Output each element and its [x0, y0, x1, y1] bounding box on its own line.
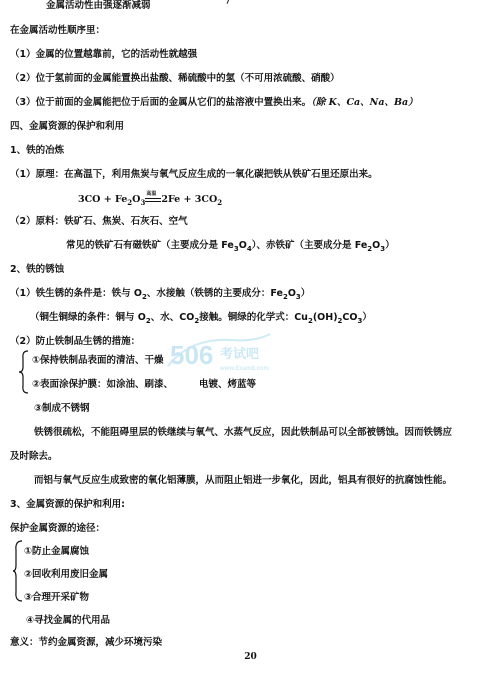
protection-way-2: ②回收利用废旧金属	[24, 569, 109, 580]
left-brace-icon	[12, 540, 24, 602]
text-part: ）	[385, 240, 395, 251]
reaction-arrow	[145, 191, 161, 202]
protection-way-3: ③合理开采矿物	[24, 592, 90, 603]
activity-order-intro: 在金属活动性顺序里：	[10, 25, 106, 36]
smelting-materials: （2）原料：铁矿石、焦炭、石灰石、空气	[10, 216, 188, 227]
rule-3-exception: （除 K、Ca、Na、Ba）	[311, 97, 418, 108]
rule-3-text: （3）位于前面的金属能把位于后面的金属从它们的盐溶液中置换出来。	[10, 97, 312, 108]
subscript: 2	[307, 316, 313, 325]
subscript: 3	[233, 244, 239, 253]
subscript: 3	[295, 292, 301, 301]
text-part: ②表面涂保护膜：如涂油、刷漆、	[32, 379, 174, 390]
svg-text:www.Exam8.com: www.Exam8.com	[220, 366, 269, 372]
significance: 意义：节约金属资源，减少环境污染	[10, 637, 163, 648]
arrow-tail	[227, 0, 231, 4]
rule-2: （2）位于氢前面的金属能置换出盐酸、稀硫酸中的氢（不可用浓硫酸、硝酸）	[10, 73, 340, 84]
text-part: O	[372, 240, 381, 251]
text-part: （1）铁生锈的条件是：铁与 O	[10, 288, 142, 299]
subscript: 2	[194, 316, 200, 325]
subsection-resource-protection: 3、金属资源的保护和利用:	[10, 499, 125, 510]
rust-conditions	[10, 287, 310, 304]
smelting-principle: （1）原理：在高温下，利用焦炭与氧气反应生成的一氧化碳把铁从铁矿石里还原出来。	[10, 169, 378, 180]
rust-explanation: 铁锈很疏松，不能阻碍里层的铁继续与氧气、水蒸气反应，因此铁制品可以全部被锈蚀。因而铁锈应	[34, 427, 453, 438]
protection-way-1: ①防止金属腐蚀	[24, 546, 90, 557]
copper-patina-conditions	[30, 311, 372, 328]
equation-part: O	[132, 194, 141, 205]
protection-way-4: ④寻找金属的代用品	[26, 615, 111, 626]
rust-explanation-cont: 及时除去。	[10, 451, 58, 462]
left-brace-icon	[18, 350, 30, 394]
text-part: O	[238, 240, 247, 251]
subscript: 2	[367, 244, 373, 253]
subscript: 2	[142, 292, 147, 301]
equation-part: 2Fe + 3CO	[161, 194, 218, 205]
rule-3	[10, 96, 418, 110]
equation-part: 3CO + Fe	[78, 194, 128, 205]
exam8-watermark-logo	[160, 328, 280, 378]
subscript: 4	[246, 244, 252, 253]
text-part: ）	[300, 288, 311, 299]
smelting-equation	[78, 191, 222, 210]
prevention-measure-2	[32, 378, 256, 392]
svg-text:考试吧: 考试吧	[220, 347, 260, 362]
subscript: 2	[337, 316, 343, 325]
subscript: 2	[145, 316, 151, 325]
equals-bar	[145, 201, 161, 202]
subscript: 2	[282, 292, 288, 301]
svg-text:506: 506	[170, 340, 214, 370]
rule-1: （1）金属的位置越靠前，它的活动性就越强	[10, 49, 198, 60]
subsection-iron-rusting: 2、铁的锈蚀	[10, 264, 65, 275]
rust-prevention-heading: （2）防止铁制品生锈的措施：	[10, 336, 141, 347]
aluminum-explanation: 而铝与氧气反应生成致密的氧化铝薄膜，从而阻止铝进一步氧化，因此，铝具有很好的抗腐蚀性能。	[34, 475, 453, 486]
activity-trend-label: 金属活动性由强逐渐减弱	[46, 0, 151, 11]
page-number: 20	[244, 652, 257, 662]
subscript: 3	[357, 316, 363, 325]
text-part: 接触。铜绿的化学式：Cu	[199, 312, 308, 323]
subscript: 2	[217, 197, 223, 207]
prevention-measure-3: ③制成不锈钢	[34, 403, 90, 414]
text-part: 、水接触（铁锈的主要成分：Fe	[146, 288, 283, 299]
text-part: 电镀、烤蓝等	[199, 379, 257, 390]
text-part: （铜生铜绿的条件：铜与 O	[30, 312, 146, 323]
text-part: 、水、CO	[150, 312, 195, 323]
text-part: CO	[342, 312, 358, 323]
common-iron-ores	[66, 239, 395, 256]
subsection-iron-smelting: 1、铁的冶炼	[10, 145, 65, 156]
text-part: ）、赤铁矿（主要成分是 Fe	[251, 240, 368, 251]
subscript: 3	[140, 197, 146, 207]
text-part: 常见的铁矿石有磁铁矿（主要成分是 Fe	[66, 240, 234, 251]
text-part: ）	[362, 312, 372, 323]
subscript: 2	[127, 197, 133, 207]
section-4-heading: 四、金属资源的保护和利用	[10, 121, 125, 132]
protection-ways-heading: 保护金属资源的途径：	[10, 523, 106, 534]
text-part: (OH)	[312, 312, 338, 323]
prevention-measure-1: ①保持铁制品表面的清洁、干燥	[32, 355, 164, 366]
subscript: 3	[380, 244, 386, 253]
text-part: O	[287, 288, 296, 299]
reaction-condition: 高温	[146, 191, 157, 197]
